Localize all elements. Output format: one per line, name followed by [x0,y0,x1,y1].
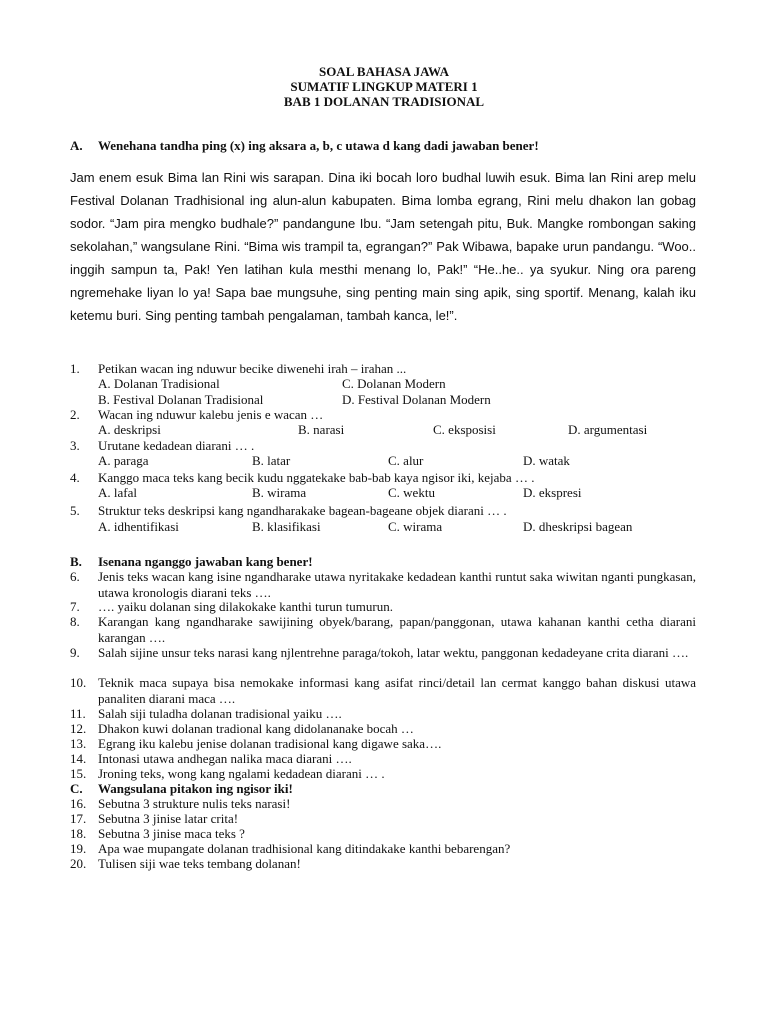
option-d[interactable]: D. dheskripsi bagean [523,519,633,534]
option-d[interactable]: D. watak [523,453,570,468]
option-a[interactable]: A. Dolanan Tradisional [98,376,220,391]
question-19 [70,841,696,857]
option-d[interactable]: D. Festival Dolanan Modern [342,392,491,407]
question-number: 12. [70,721,87,736]
question-number: 11. [70,706,86,721]
question-text: Sebutna 3 jinise maca teks ? [98,826,245,841]
question-text: Struktur teks deskripsi kang ngandharakake bagean-bageane objek diarani … . [98,503,507,518]
question-text: Dhakon kuwi dolanan tradional kang didolananake bocah … [98,721,414,736]
question-number: 4. [70,470,80,485]
question-text: Teknik maca supaya bisa nemokake informasi kang asifat rinci/detail lan cermat kanggo bahan diskusi utawa panaliten diarani maca …. [98,675,696,706]
option-a[interactable]: A. paraga [98,453,149,468]
question-text: Petikan wacan ing nduwur becike diwenehi irah – irahan ... [98,361,407,376]
option-a[interactable]: A. lafal [98,485,137,500]
question-number: 18. [70,826,87,841]
question-14 [70,751,696,767]
section-a-heading [70,138,539,154]
question-3 [70,438,696,454]
question-text: Sebutna 3 jinise latar crita! [98,811,239,826]
question-number: 14. [70,751,87,766]
question-text: Tulisen siji wae teks tembang dolanan! [98,856,301,871]
question-number: 13. [70,736,87,751]
question-text: Wacan ing nduwur kalebu jenis e wacan … [98,407,324,422]
option-c[interactable]: C. wirama [388,519,443,534]
section-c-heading [70,781,293,797]
option-b[interactable]: B. klasifikasi [252,519,321,534]
question-number: 10. [70,675,87,690]
question-number: 19. [70,841,87,856]
question-20 [70,856,696,872]
option-d[interactable]: D. argumentasi [568,422,648,437]
question-number: 9. [70,645,80,660]
question-number: 20. [70,856,87,871]
question-12 [70,721,696,737]
section-a-label: A. [70,138,83,153]
section-c-instruction: Wangsulana pitakon ing ngisor iki! [98,781,293,796]
section-a-instruction: Wenehana tandha ping (x) ing aksara a, b, c utawa d kang dadi jawaban bener! [98,138,539,153]
question-number: 7. [70,599,80,614]
option-b[interactable]: B. narasi [298,422,345,437]
section-c-label: C. [70,781,83,796]
question-text: Intonasi utawa andhegan nalika maca diarani …. [98,751,352,766]
question-4 [70,470,696,486]
reading-passage: Jam enem esuk Bima lan Rini wis sarapan. Dina iki bocah loro budhal luwih esuk. Bima lan Rini arep melu Festival Dolanan Tradhisional ing alun-alun kabupaten. Bima lomba egrang, Rini melu dhakon lan gobag sodor. “Jam pira mengko budhale?” pandangune Ibu. “Jam setengah pitu, Buk. Mangke rombongan saking sekolahan,” wangsulane Rini. “Bima wis trampil ta, egrangan?” Pak Wibawa, bapake urun pandangu. “Woo.. inggih sampun ta, Pak! Yen latihan kula mesthi menang lo, Pak!” “He..he.. ya syukur. Ning ora pareng ngremehake liyan lo ya! Sapa bae mungsuhe, sing penting main sing apik, sing sportif. Menang, kalah iku ketemu buri. Sing penting tambah pengalaman, tambah kanca, le!”. [70,170,696,323]
question-17 [70,811,696,827]
question-13 [70,736,696,752]
option-a[interactable]: A. idhentifikasi [98,519,179,534]
question-8 [70,614,696,645]
question-1 [70,361,696,377]
section-b-instruction: Isenana nganggo jawaban kang bener! [98,554,313,569]
question-18 [70,826,696,842]
question-6 [70,569,696,600]
question-number: 6. [70,569,80,584]
option-c[interactable]: C. eksposisi [433,422,496,437]
question-5 [70,503,696,519]
question-text: …. yaiku dolanan sing dilakokake kanthi turun tumurun. [98,599,393,614]
option-d[interactable]: D. ekspresi [523,485,582,500]
question-number: 15. [70,766,87,781]
question-text: Egrang iku kalebu jenise dolanan tradisional kang digawe saka…. [98,736,442,751]
question-number: 8. [70,614,80,629]
question-9 [70,645,696,661]
question-text: Sebutna 3 strukture nulis teks narasi! [98,796,291,811]
question-text: Jenis teks wacan kang isine ngandharake utawa nyritakake kedadean kanthi runtut saka wiwitan nganti pungkasan, utawa kronologis diarani teks …. [98,569,696,600]
question-text: Jroning teks, wong kang ngalami kedadean diarani … . [98,766,385,781]
section-b-heading [70,554,313,570]
option-b[interactable]: B. Festival Dolanan Tradisional [98,392,264,407]
question-text: Kanggo maca teks kang becik kudu nggatekake bab-bab kaya ngisor iki, kejaba … . [98,470,535,485]
doc-title: SOAL BAHASA JAWA [318,64,450,79]
question-text: Karangan kang ngandharake sawijining obyek/barang, papan/panggonan, utawa kahanan kanthi cetha diarani karangan …. [98,614,696,645]
option-a[interactable]: A. deskripsi [98,422,161,437]
question-text: Salah siji tuladha dolanan tradisional yaiku …. [98,706,342,721]
question-text: Urutane kedadean diarani … . [98,438,255,453]
option-b[interactable]: B. latar [252,453,291,468]
question-7 [70,599,696,615]
question-2 [70,407,696,423]
section-b-label: B. [70,554,82,569]
option-c[interactable]: C. wektu [388,485,435,500]
question-10 [70,675,696,706]
option-c[interactable]: C. alur [388,453,424,468]
option-b[interactable]: B. wirama [252,485,307,500]
question-text: Apa wae mupangate dolanan tradhisional kang ditindakake kanthi bebarengan? [98,841,511,856]
question-number: 16. [70,796,87,811]
doc-chapter: BAB 1 DOLANAN TRADISIONAL [283,94,485,109]
doc-subtitle: SUMATIF LINGKUP MATERI 1 [290,79,478,94]
question-11 [70,706,696,722]
question-16 [70,796,696,812]
question-15 [70,766,696,782]
option-c[interactable]: C. Dolanan Modern [342,376,446,391]
question-number: 5. [70,503,80,518]
question-number: 17. [70,811,87,826]
question-text: Salah sijine unsur teks narasi kang njlentrehne paraga/tokoh, latar wektu, panggonan kedadeyane crita diarani …. [98,645,689,660]
question-number: 3. [70,438,80,453]
question-number: 1. [70,361,80,376]
question-number: 2. [70,407,80,422]
